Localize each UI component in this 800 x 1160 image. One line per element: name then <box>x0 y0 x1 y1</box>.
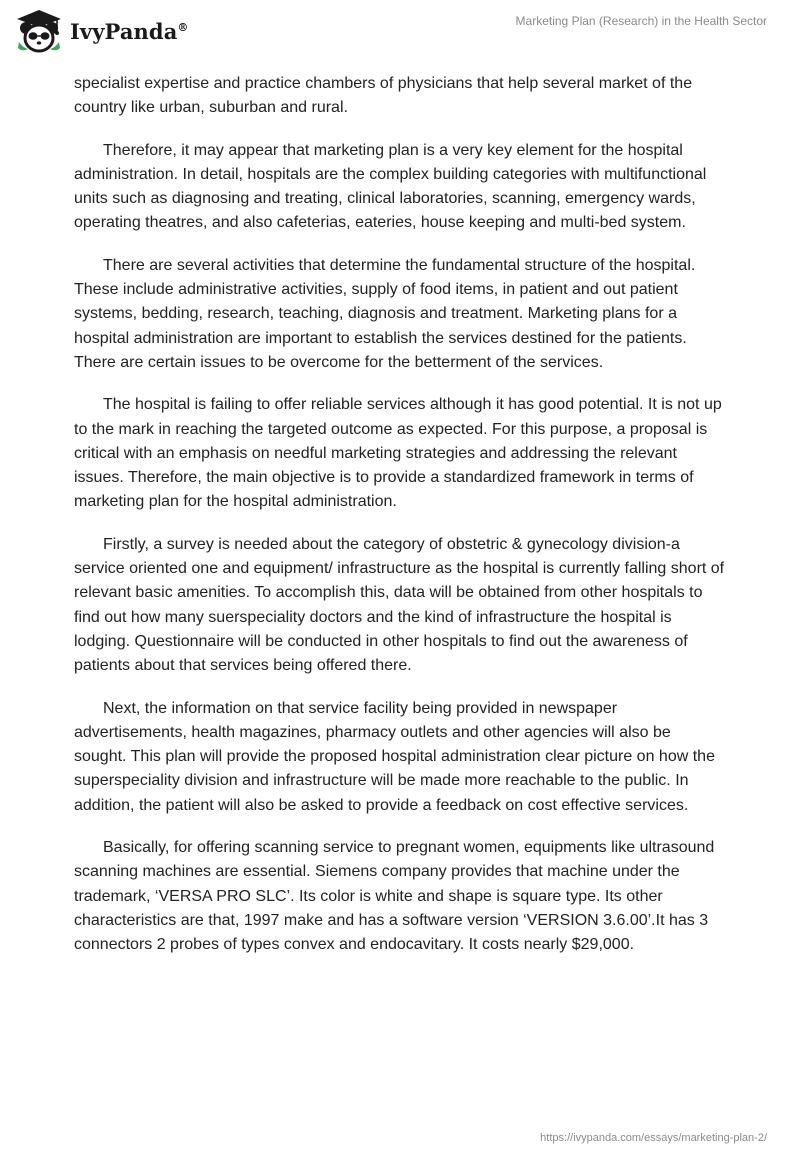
brand-name: IvyPanda® <box>70 18 189 44</box>
document-title: Marketing Plan (Research) in the Health Sector <box>515 14 767 28</box>
registered-mark: ® <box>177 20 189 34</box>
page-header <box>0 0 800 60</box>
paragraph: Next, the information on that service facility being provided in newspaper advertisements, health magazines, pharmacy outlets and other agencies will also be sought. This plan will provide the proposed hospital administration clear picture on how the superspeciality division and infrastructure will be made more reachable to the public. In addition, the patient will also be asked to provide a feedback on cost effective services. <box>74 699 715 814</box>
ivypanda-logo[interactable] <box>14 8 189 54</box>
paragraph: Therefore, it may appear that marketing plan is a very key element for the hospital administration. In detail, hospitals are the complex building categories with multifunctional units such as diagnosing and treating, clinical laboratories, scanning, emergency wards, operating theatres, and also cafeterias, eateries, house keeping and multi-bed system. <box>74 141 707 232</box>
essay-body <box>74 72 726 976</box>
source-url[interactable]: https://ivypanda.com/essays/marketing-plan-2/ <box>540 1132 767 1144</box>
paragraph: specialist expertise and practice chambers of physicians that help several market of the country like urban, suburban and rural. <box>74 75 693 117</box>
paragraph: Firstly, a survey is needed about the category of obstetric & gynecology division-a service oriented one and equipment/ infrastructure as the hospital is currently falling short of relevant basic amenities. To accomplish this, data will be obtained from other hospitals to find out how many suerspeciality doctors and the kind of infrastructure the hospital is lodging. Questionnaire will be conducted in other hospitals to find out the awareness of patients about that services being offered there. <box>74 535 725 675</box>
panda-graduate-icon <box>14 8 64 54</box>
paragraph: The hospital is failing to offer reliable services although it has good potential. It is not up to the mark in reaching the targeted outcome as expected. For this purpose, a proposal is critical with an emphasis on needful marketing strategies and addressing the relevant issues. Therefore, the main objective is to provide a standardized framework in terms of marketing plan for the hospital administration. <box>74 396 722 511</box>
paragraph: Basically, for offering scanning service to pregnant women, equipments like ultrasound scanning machines are essential. Siemens company provides that machine under the trademark, ‘VERSA PRO SLC’. Its color is white and shape is square type. Its other characteristics are that, 1997 make and has a software version ‘VERSION 3.6.00’.It has 3 connectors 2 probes of types convex and endocavitary. It costs nearly $29,000. <box>74 839 715 954</box>
paragraph: There are several activities that determine the fundamental structure of the hospital. These include administrative activities, supply of food items, in patient and out patient systems, bedding, research, teaching, diagnosis and treatment. Marketing plans for a hospital administration are important to establish the services destined for the patients. There are certain issues to be overcome for the betterment of the services. <box>74 256 696 371</box>
